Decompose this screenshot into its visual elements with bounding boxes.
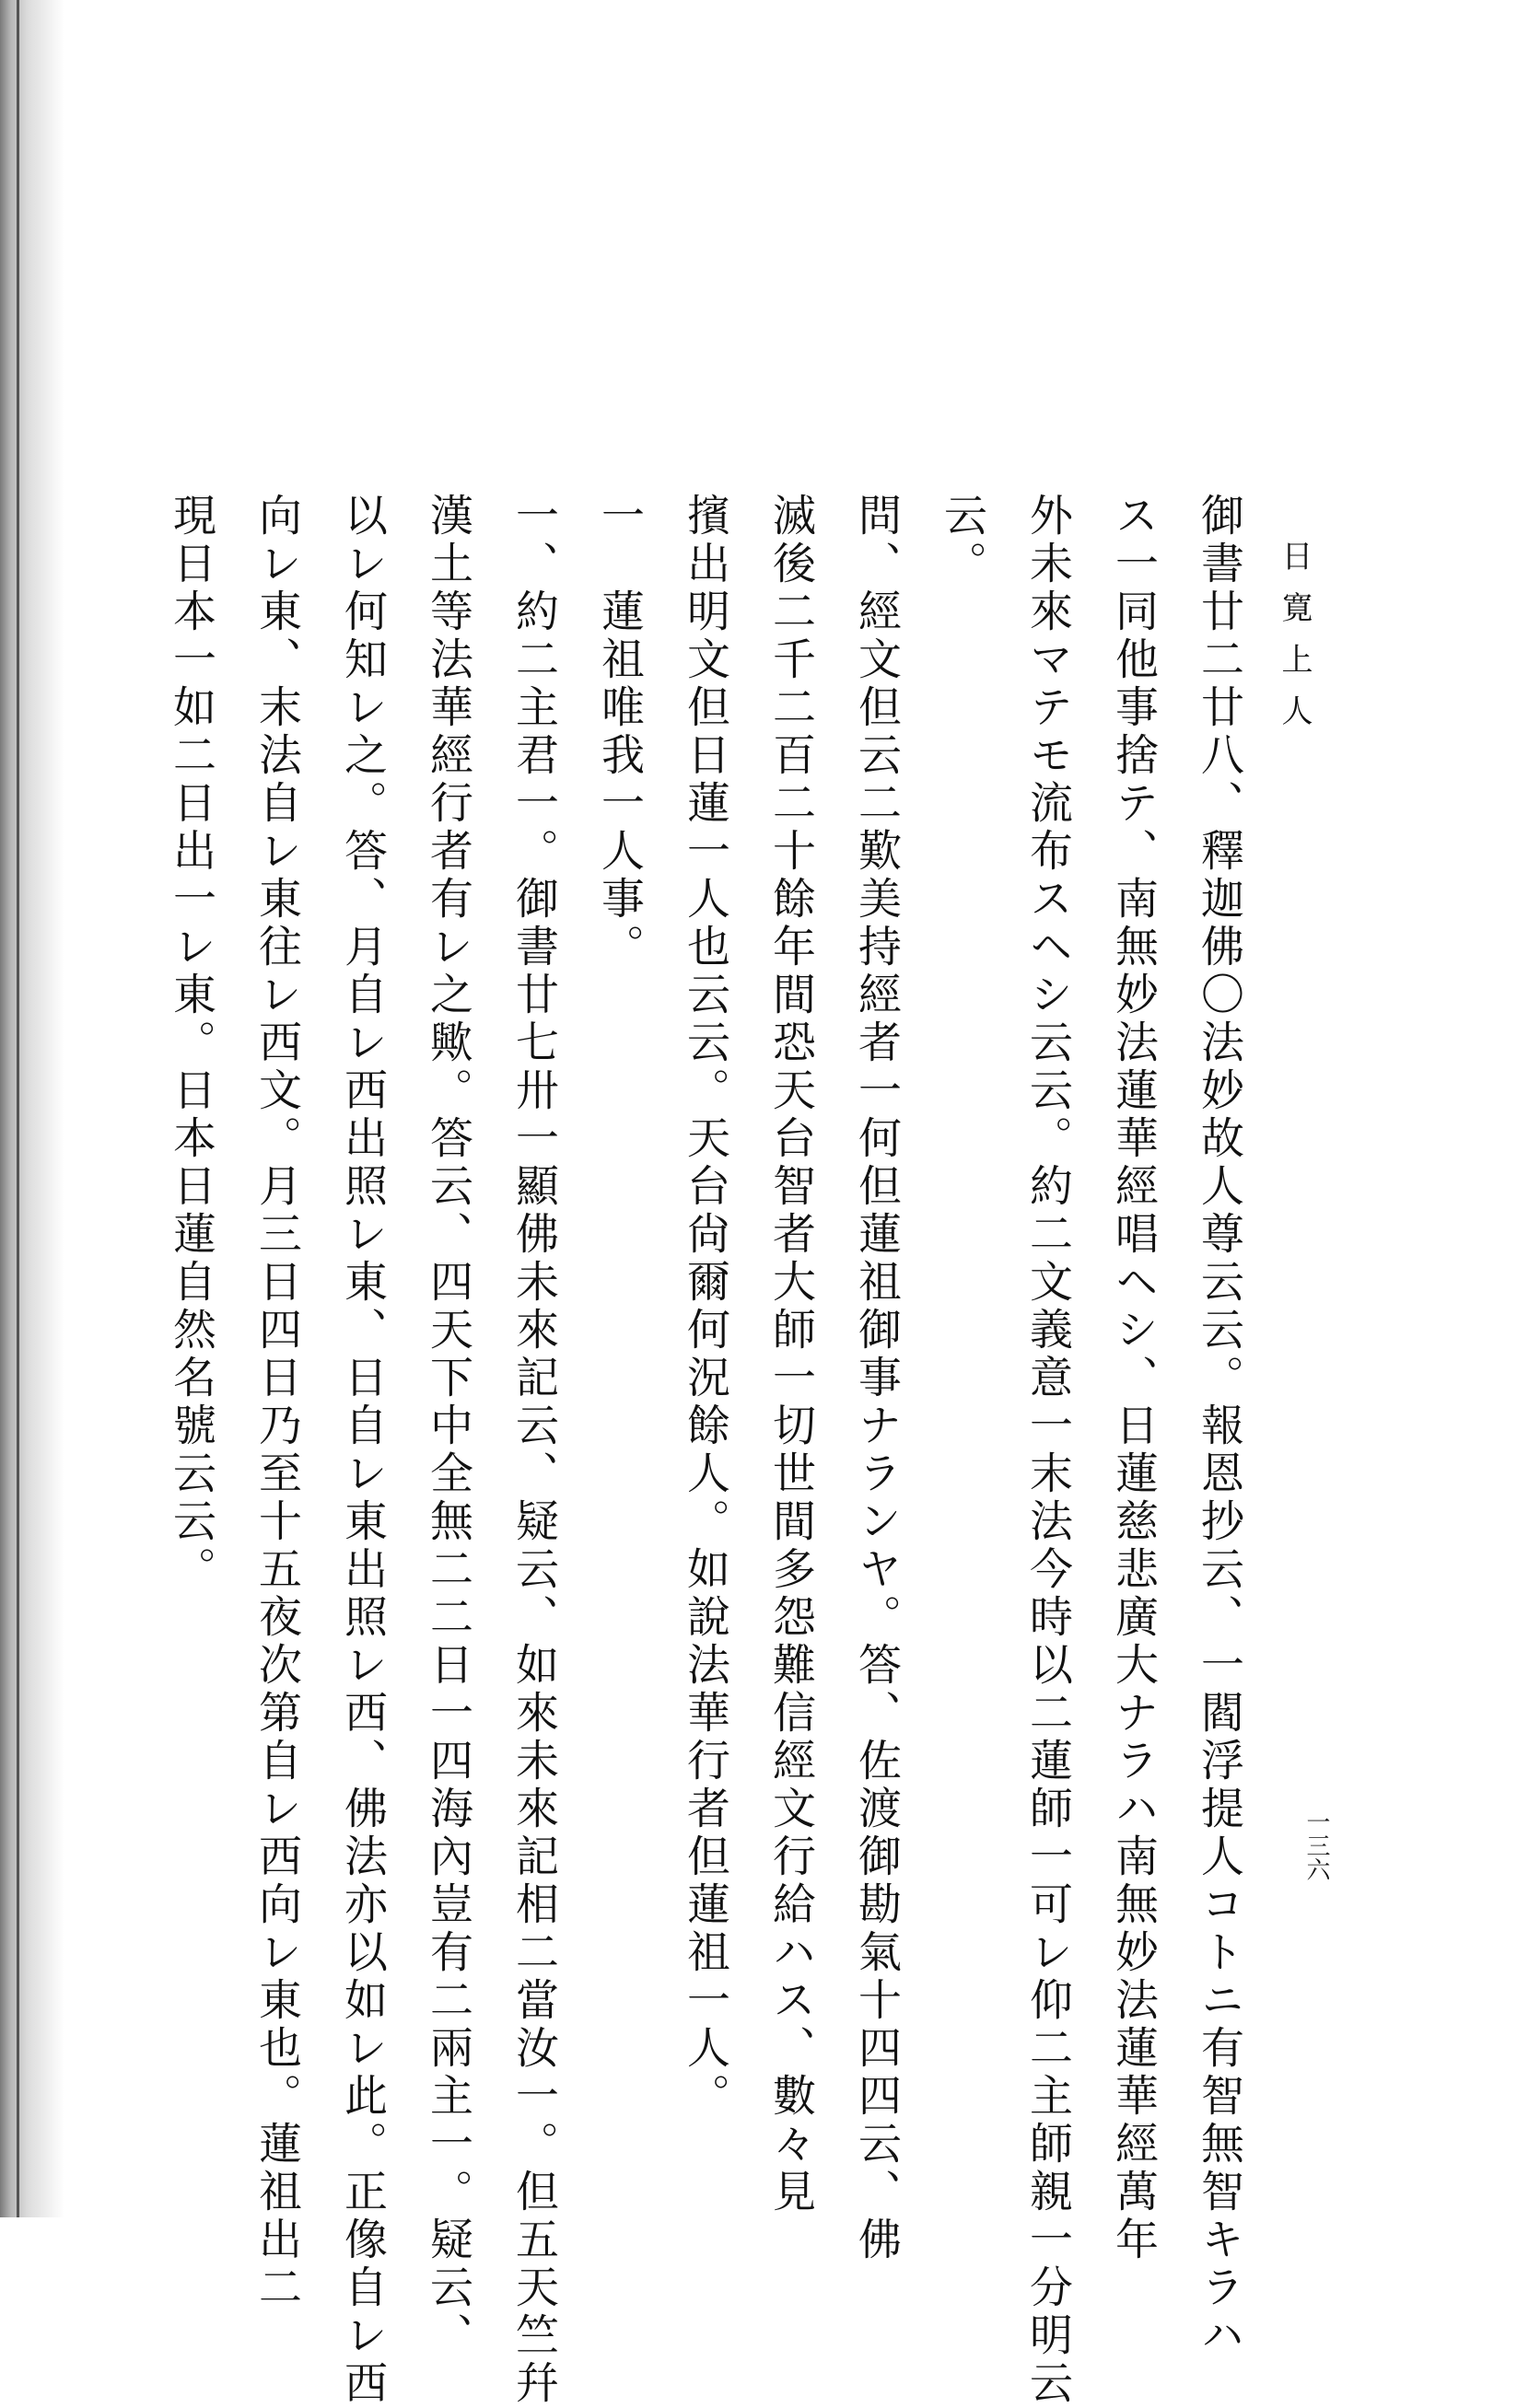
scan-gutter-shadow xyxy=(0,0,64,2217)
text-line: 云。 xyxy=(937,493,987,588)
text-line: 擯出明文但日蓮一人也云云。天台尙爾何況餘人。如說法華行者但蓮祖一人。 xyxy=(680,493,730,2121)
text-line: 漢土等法華經行者有レ之歟。答云、四天下中全無二二日一四海內豈有二兩主一。疑云、 xyxy=(423,493,473,2360)
page-number: 一三六 xyxy=(1302,1809,1330,1881)
text-line: 外未來マテモ流布スヘシ云云。約二文義意一末法今時以二蓮師一可レ仰二主師親一分明云 xyxy=(1022,493,1073,2408)
text-line: 一、約二主君一。御書廿七卅一顯佛未來記云、疑云、如來未來記相二當汝一。但五天竺幷 xyxy=(508,493,559,2408)
text-line: 以レ何知レ之。答、月自レ西出照レ東、日自レ東出照レ西、佛法亦以如レ此。正像自レ西 xyxy=(337,493,388,2408)
text-line: 問、經文但云二歎美持經者一何但蓮祖御事ナランヤ。答、佐渡御勘氣十四四云、佛 xyxy=(851,493,902,2264)
text-line: 向レ東、末法自レ東往レ西文。月三日四日乃至十五夜次第自レ西向レ東也。蓮祖出二 xyxy=(251,493,302,2312)
text-line: 現日本一如二日出一レ東。日本日蓮自然名號云云。 xyxy=(166,493,216,1594)
binding-edge-line xyxy=(17,0,19,2217)
text-line: 御書廿二廿八、釋迦佛〇法妙故人尊云云。報恩抄云、一閻浮提人コトニ有智無智キラハ xyxy=(1194,493,1244,2360)
text-line: 滅後二千二百二十餘年間恐天台智者大師一切世間多怨難信經文行給ハス、數々見 xyxy=(765,493,816,2216)
text-line: ス一同他事捨テ、南無妙法蓮華經唱ヘシ、日蓮慈悲廣大ナラハ南無妙法蓮華經萬年 xyxy=(1108,493,1159,2264)
running-header-title: 日寛上人 xyxy=(1276,540,1312,746)
main-text-body xyxy=(166,493,1262,2408)
section-heading: 一 蓮祖唯我一人事。 xyxy=(594,493,645,971)
